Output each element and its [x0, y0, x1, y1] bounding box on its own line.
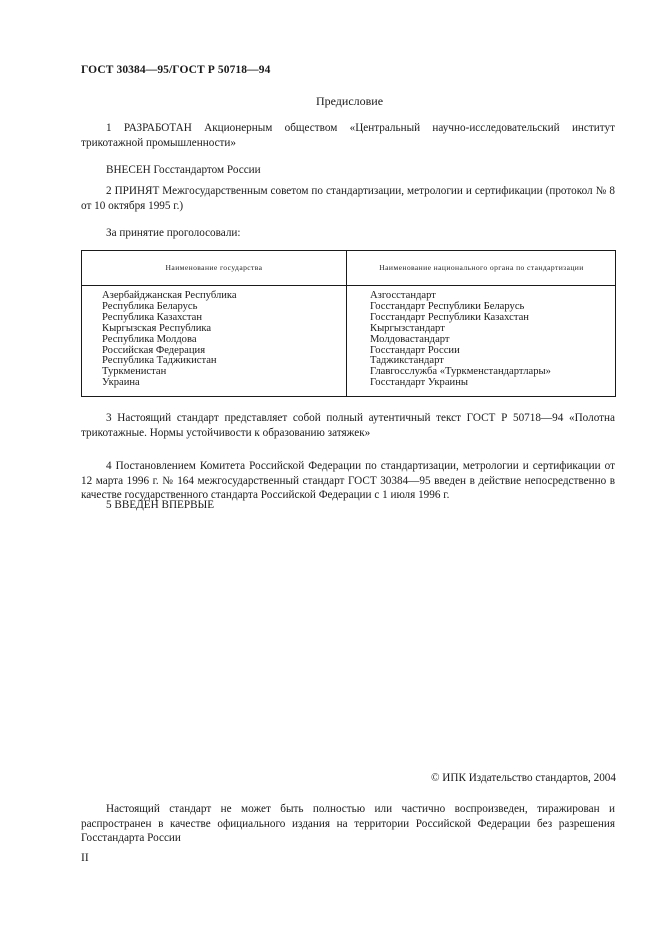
paragraph-introduced: ВНЕСЕН Госстандартом России: [106, 164, 261, 176]
voting-table: [81, 250, 616, 397]
page-number: II: [81, 852, 89, 864]
table-cell-state: Республика Молдова: [102, 333, 197, 345]
table-cell-body: Таджикстандарт: [370, 355, 444, 367]
table-cell-body: Госстандарт Украины: [370, 377, 468, 389]
table-cell-body: Молдовастандарт: [370, 333, 450, 345]
table-cell-state: Республика Казахстан: [102, 311, 203, 323]
table-cell-body: Госстандарт России: [370, 344, 460, 356]
paragraph-adopted: 2 ПРИНЯТ Межгосударственным советом по стандартизации, метрологии и сертификации (протокол № 8 от 10 октября 1995 г.): [81, 185, 615, 212]
copyright-line: © ИПК Издательство стандартов, 2004: [430, 772, 616, 784]
paragraph-first-introduced: 5 ВВЕДЕН ВПЕРВЫЕ: [106, 499, 215, 511]
table-header-state: Наименование государства: [165, 263, 263, 272]
paragraph-decree: 4 Постановлением Комитета Российской Федерации по стандартизации, метрологии и сертификации от 12 марта 1996 г. № 164 межгосударственный стандарт ГОСТ 30384—95 введен в действие непосредственно в качестве государственного стандарта Российской Федерации с 1 июля 1996 г.: [81, 460, 615, 501]
table-cell-state: Украина: [102, 377, 140, 389]
table-cell-body: Госстандарт Республики Беларусь: [370, 300, 525, 312]
document-code: ГОСТ 30384—95/ГОСТ Р 50718—94: [81, 64, 271, 76]
preface-title: Предисловие: [315, 94, 384, 108]
table-column-bodies: [370, 291, 551, 389]
table-header-divider: [82, 285, 615, 286]
table-column-divider: [346, 251, 347, 396]
table-cell-state: Азербайджанская Республика: [102, 290, 237, 301]
table-cell-body: Госстандарт Республики Казахстан: [370, 311, 529, 323]
table-column-states: [102, 291, 237, 389]
table-cell-body: Азгосстандарт: [370, 290, 436, 301]
table-cell-state: Туркменистан: [102, 366, 167, 378]
table-cell-state: Российская Федерация: [102, 344, 206, 356]
paragraph-developed: 1 РАЗРАБОТАН Акционерным обществом «Центральный научно-исследовательский институт трикотажной промышленности»: [81, 122, 615, 149]
table-cell-state: Республика Беларусь: [102, 300, 198, 312]
table-header-body: Наименование национального органа по стандартизации: [379, 263, 584, 272]
table-cell-body: Главгосслужба «Туркменстандартлары»: [370, 366, 551, 378]
reproduction-notice: Настоящий стандарт не может быть полностью или частично воспроизведен, тиражирован и распространен в качестве официального издания на территории Российской Федерации без разрешения Госстандарта России: [81, 803, 615, 844]
paragraph-authentic-text: 3 Настоящий стандарт представляет собой полный аутентичный текст ГОСТ Р 50718—94 «Полотна трикотажные. Нормы устойчивости к образованию затяжек»: [81, 412, 615, 439]
table-cell-body: Кыргызстандарт: [370, 322, 445, 334]
table-cell-state: Республика Таджикистан: [102, 355, 217, 367]
paragraph-voted: За принятие проголосовали:: [106, 227, 241, 239]
table-cell-state: Кыргызская Республика: [102, 322, 212, 334]
